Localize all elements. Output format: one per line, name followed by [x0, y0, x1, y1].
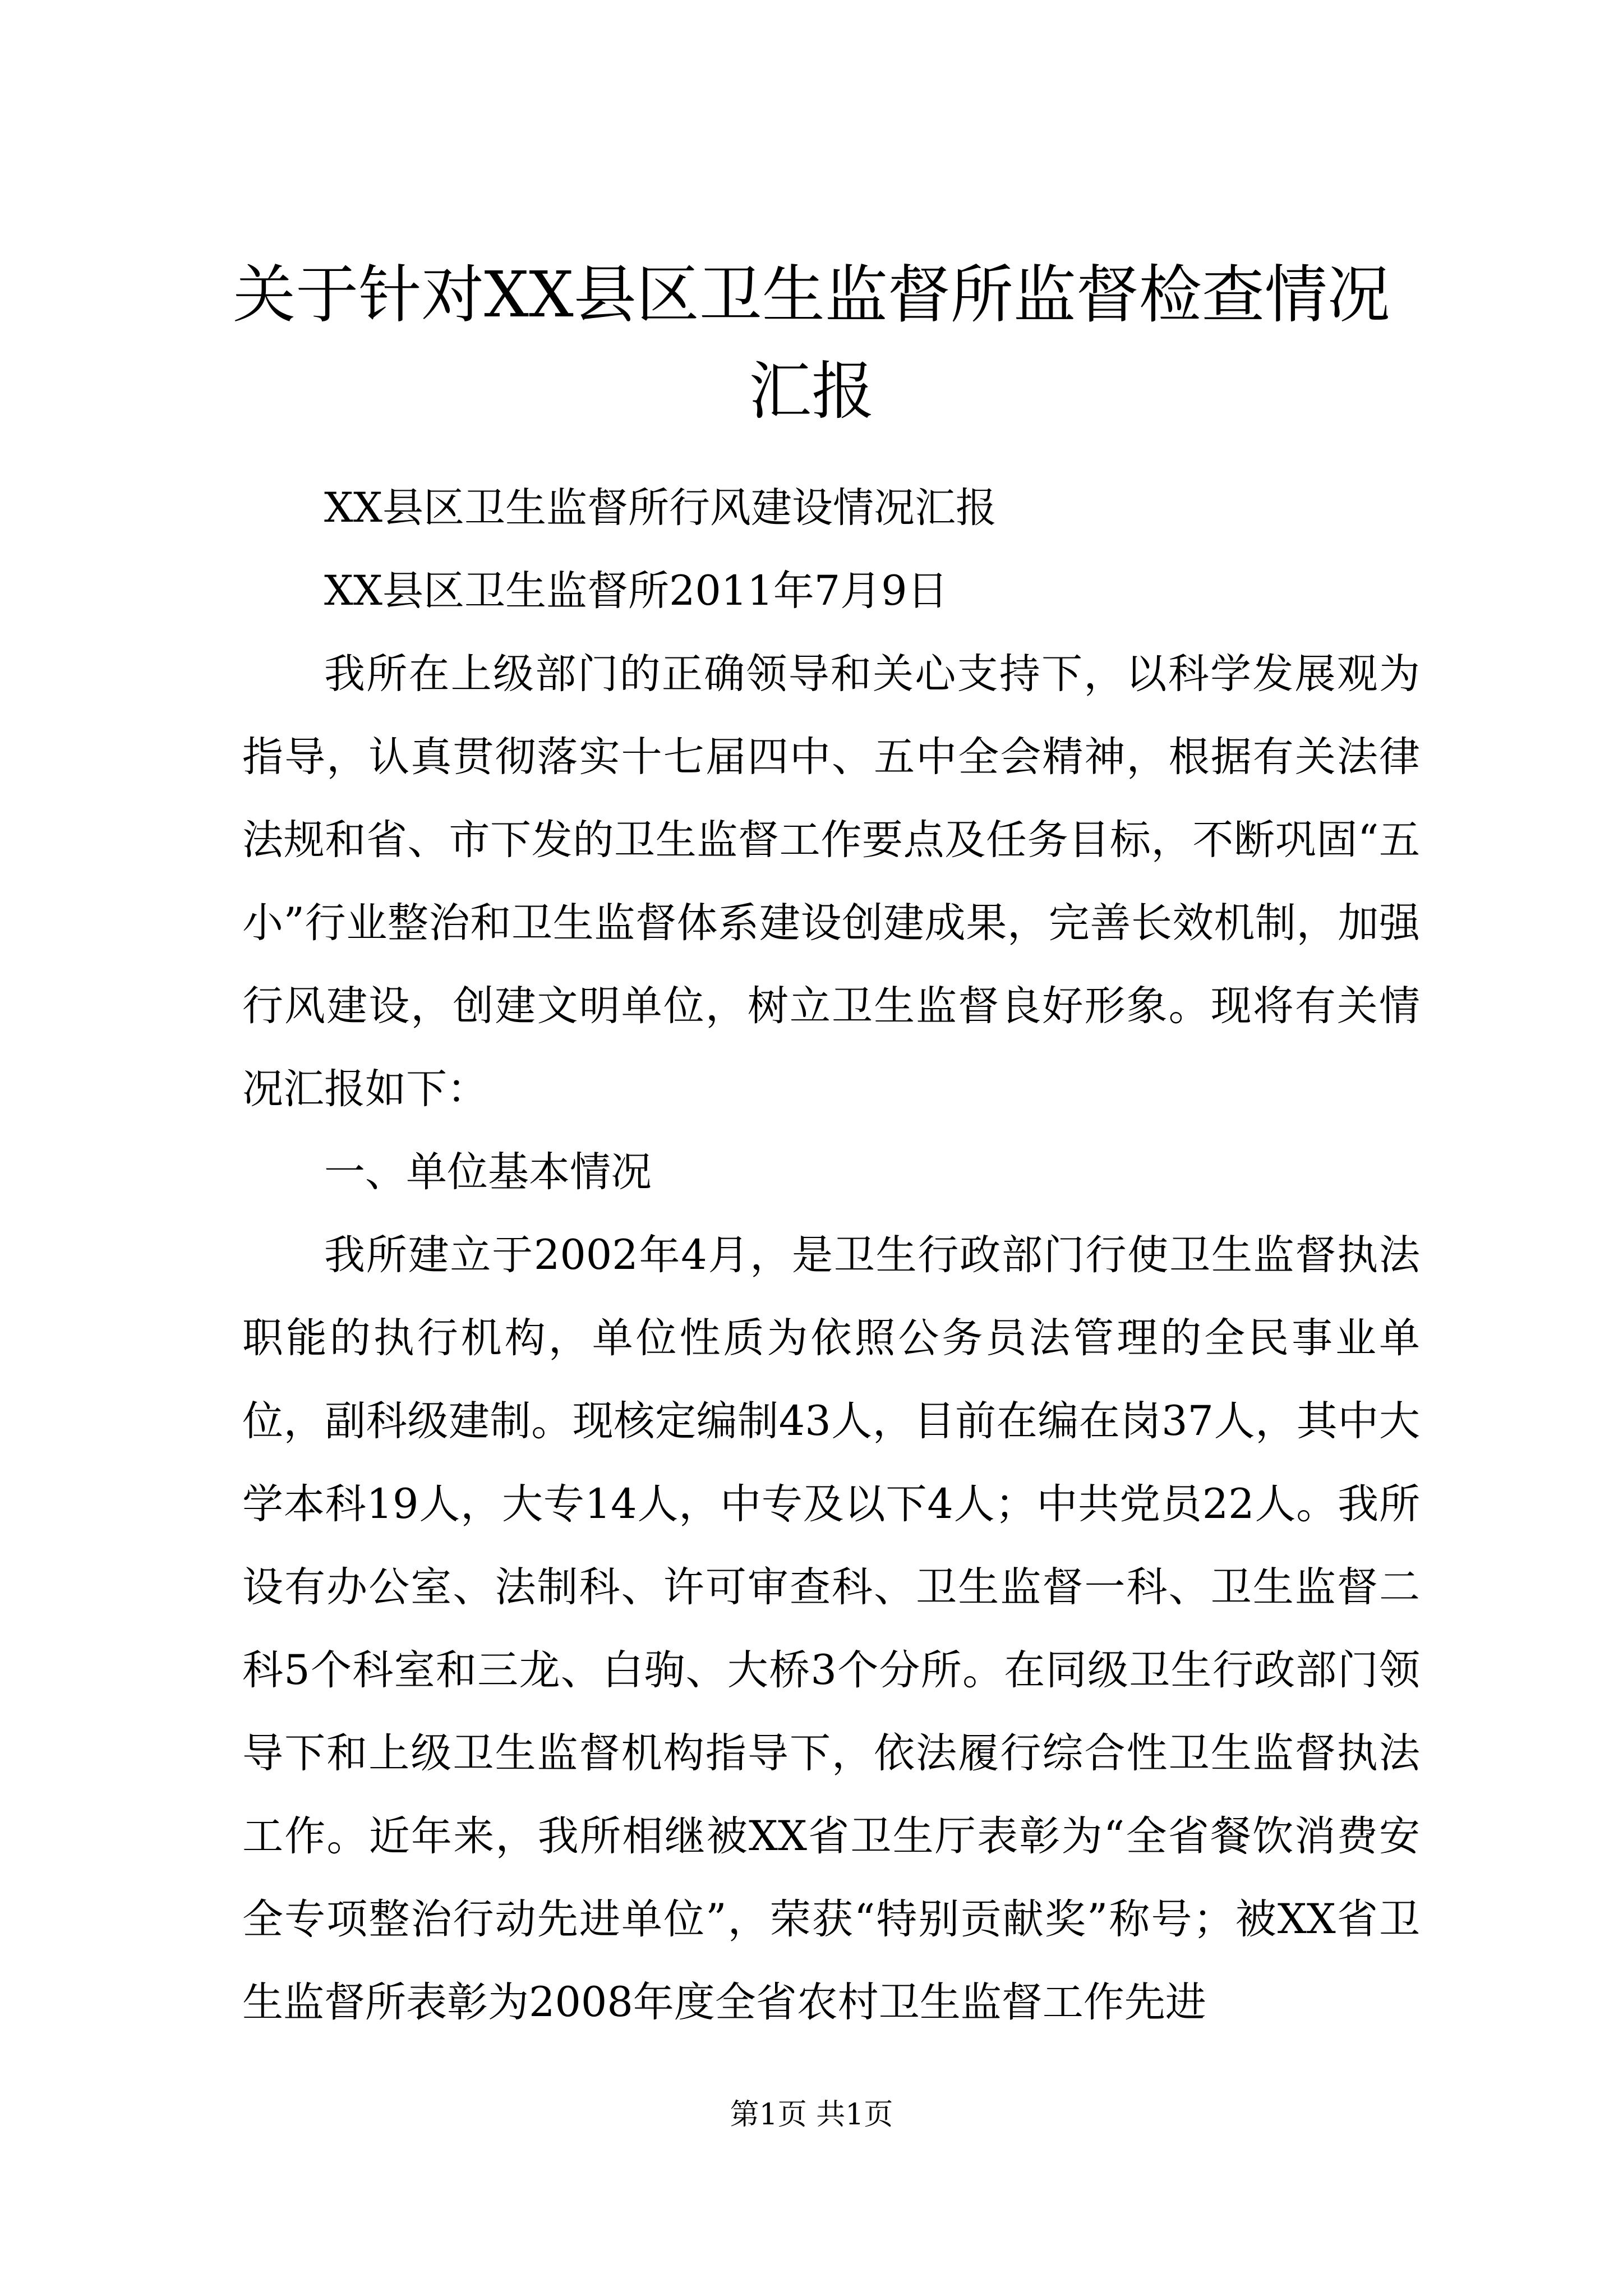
section-heading: 一、单位基本情况 — [324, 1148, 652, 1196]
basic-info-paragraph: 我所建立于2002年4月，是卫生行政部门行使卫生监督执法职能的执行机构，单位性质为依照公务员法管理的全民事业单位，副科级建制。现核定编制43人，目前在编在岗37人，其中大学本科19人，大专14人，中专及以下4人；中共党员22人。我所设有办公室、法制科、许可审查科、卫生监督一科、卫生监督二科5个科室和三龙、白驹、大桥3个分所。在同级卫生行政部门领导下和上级卫生监督机构指导下，依法履行综合性卫生监督执法工作。近年来，我所相继被XX省卫生厅表彰为“全省餐饮消费安全专项整治行动先进单位”，荣获“特别贡献奖”称号；被XX省卫生监督所表彰为2008年度全省农村卫生监督工作先进 — [242, 1231, 1420, 2026]
date-line: XX县区卫生监督所2011年7月9日 — [324, 567, 948, 615]
subtitle-line: XX县区卫生监督所行风建设情况汇报 — [324, 484, 997, 532]
document-body — [242, 467, 1420, 2044]
page-number-footer: 第1页 共1页 — [730, 2098, 893, 2132]
intro-paragraph: 我所在上级部门的正确领导和关心支持下，以科学发展观为指导，认真贯彻落实十七届四中、五中全会精神，根据有关法律法规和省、市下发的卫生监督工作要点及任务目标，不断巩固“五小”行业整治和卫生监督体系建设创建成果，完善长效机制，加强行风建设，创建文明单位，树立卫生监督良好形象。现将有关情况汇报如下： — [242, 650, 1420, 1113]
document-title: 关于针对XX县区卫生监督所监督检查情况汇报 — [233, 259, 1390, 428]
